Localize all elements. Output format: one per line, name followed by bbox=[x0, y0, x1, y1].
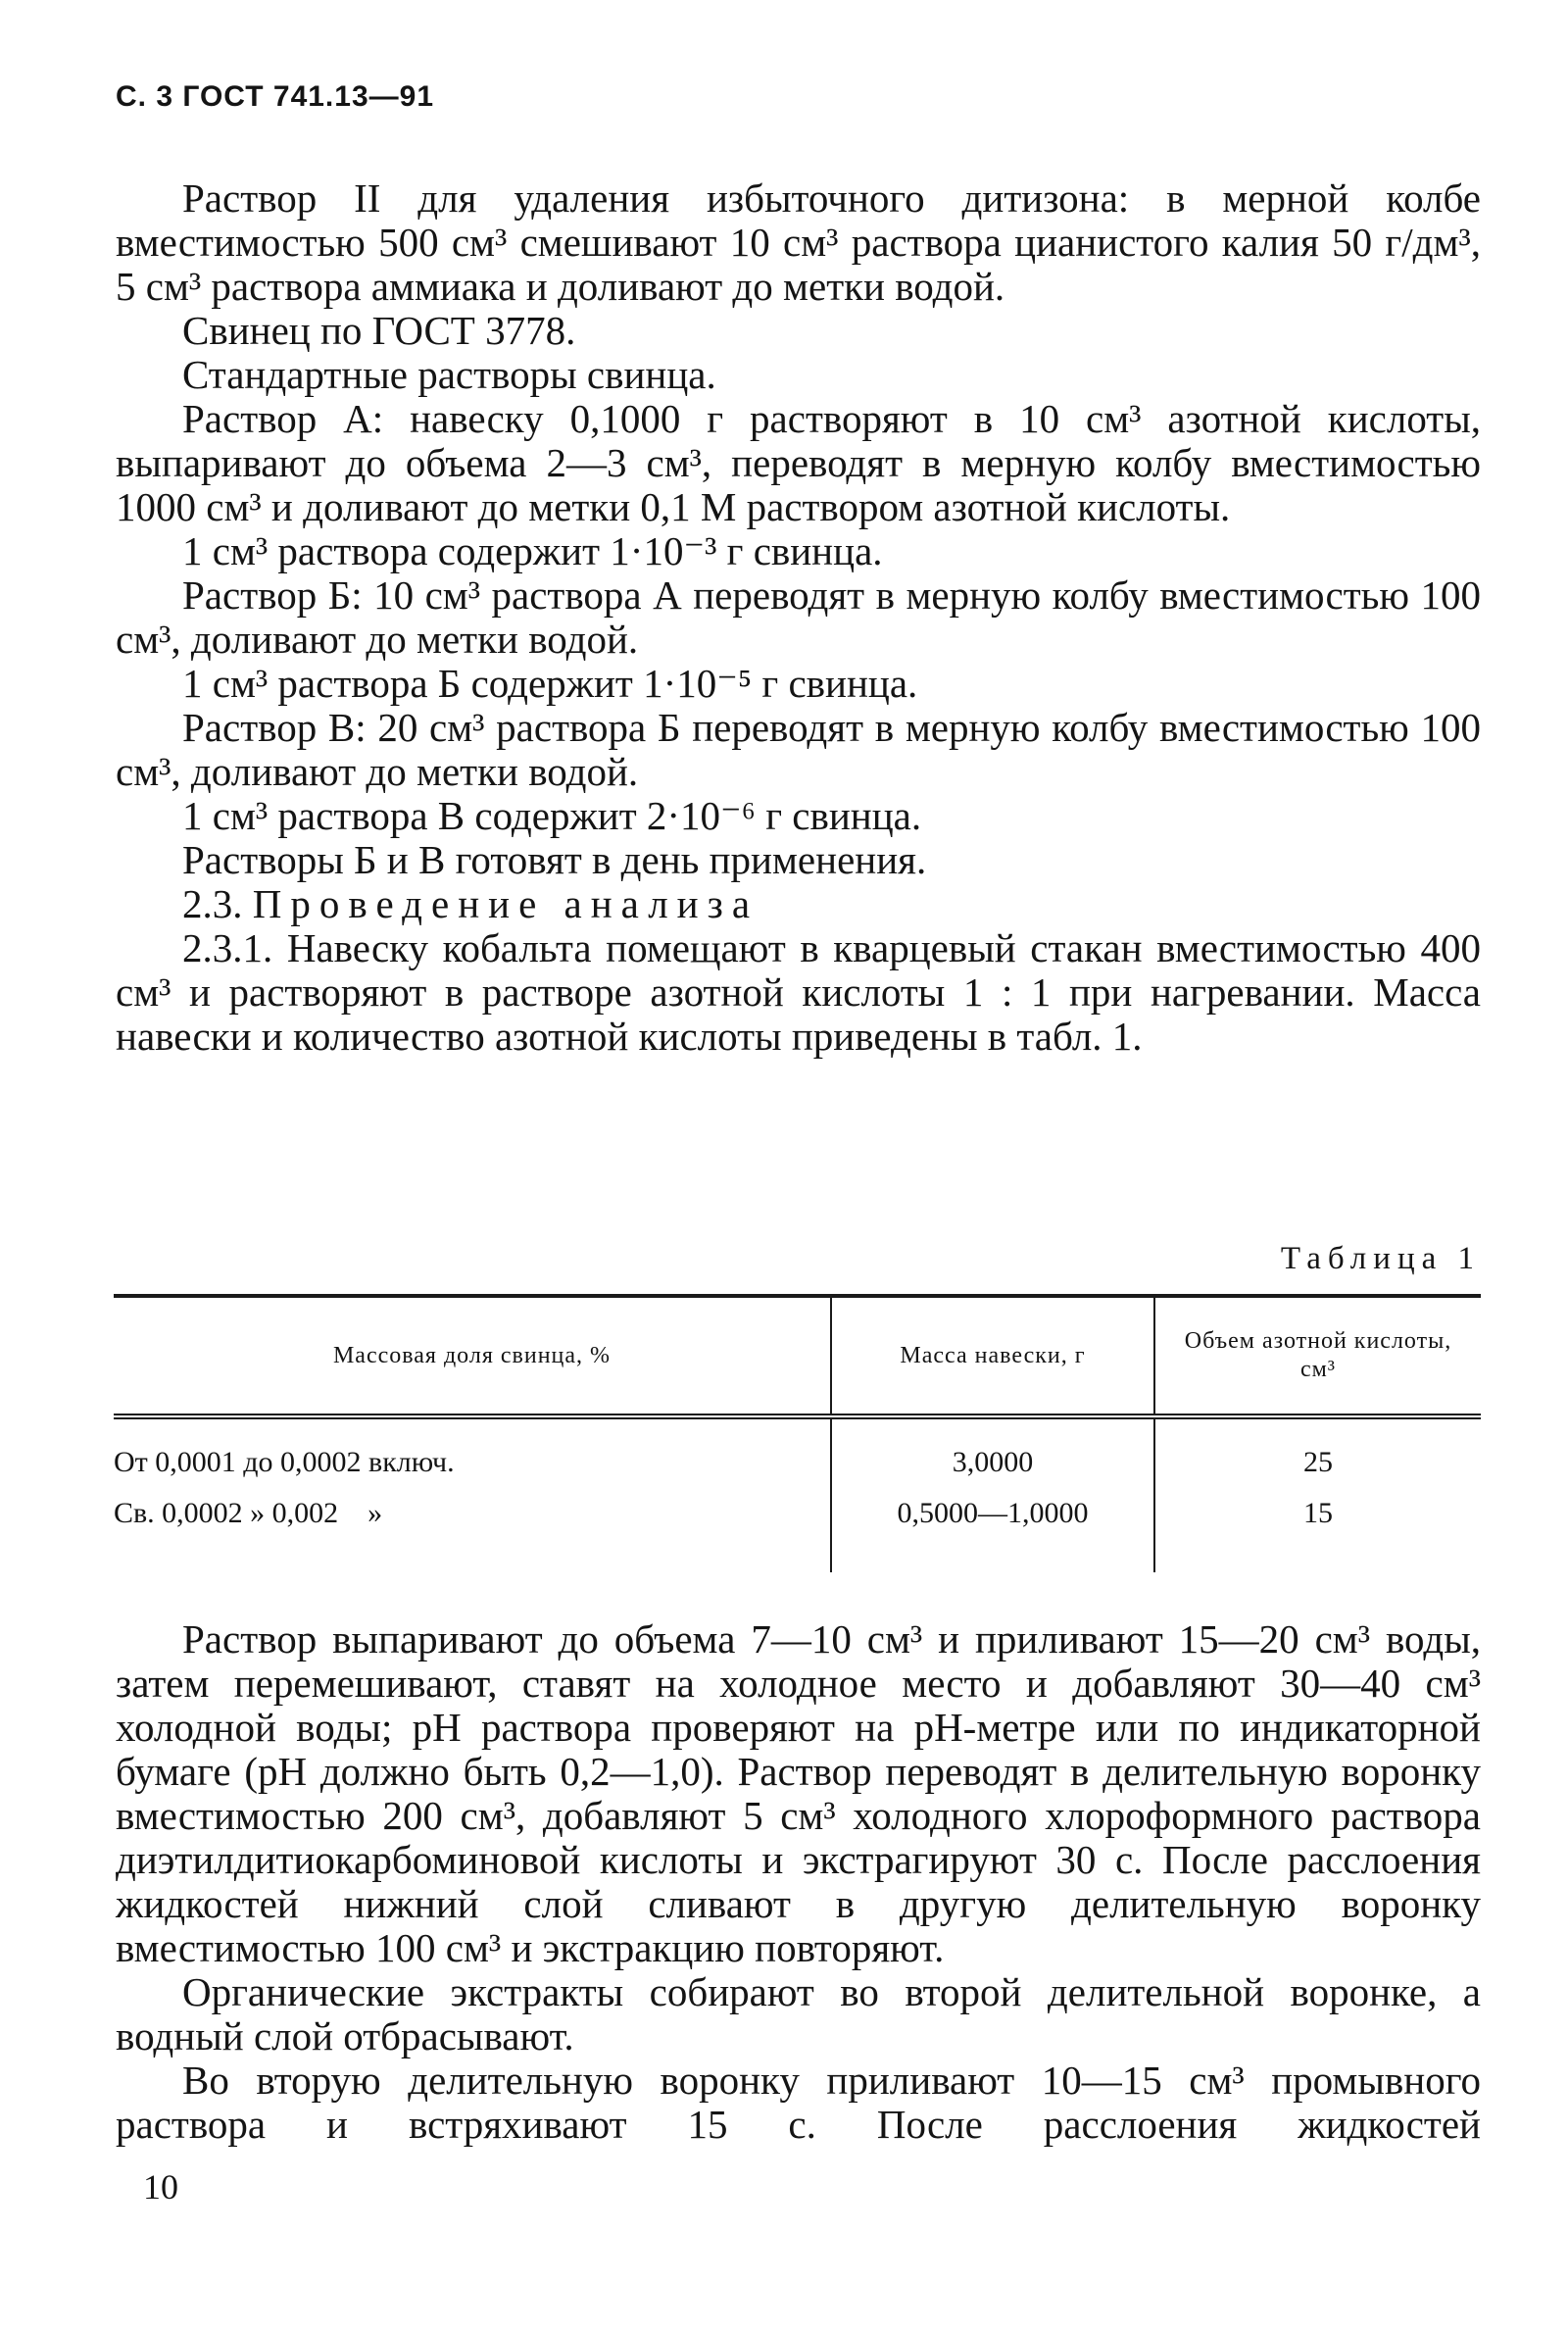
paragraph: Органические экстракты собирают во второй делительной воронке, а водный слой отбрасывают. bbox=[116, 1969, 1481, 2059]
section-title: Проведение анализа bbox=[252, 881, 760, 926]
text-block-reagents bbox=[116, 176, 1481, 1059]
cell-lead-fraction: Св. 0,0002 » 0,002 » bbox=[114, 1497, 383, 1529]
table-1 bbox=[114, 1294, 1481, 1572]
page-number: 10 bbox=[143, 2167, 178, 2207]
cell-sample-mass: 0,5000—1,0000 bbox=[831, 1489, 1154, 1572]
header-acid-volume: Объем азотной кислоты, см³ bbox=[1154, 1296, 1481, 1416]
section-heading bbox=[116, 882, 1481, 926]
paragraph: Раствор выпаривают до объема 7—10 см³ и приливают 15—20 см³ воды, затем перемешивают, ставят на холодное место и добавляют 30—40 см³ холодной воды; pH раствора проверяют на pH-метре или по индикаторной бумаге (pH должно быть 0,2—1,0). Раствор переводят в делительную воронку вместимостью 200 см³, добавляют 5 см³ холодного хлороформного раствора диэтилдитиокарбоминовой кислоты и экстрагируют 30 с. После расслоения жидкостей нижний слой сливают в другую делительную воронку вместимостью 100 см³ и экстракцию повторяют. bbox=[116, 1616, 1481, 1970]
paragraph: Раствор В: 20 см³ раствора Б переводят в мерную колбу вместимостью 100 см³, доливают до метки водой. bbox=[116, 705, 1481, 794]
header-lead-fraction: Массовая доля свинца, % bbox=[114, 1296, 831, 1416]
table-row bbox=[114, 1489, 1481, 1572]
paragraph: Растворы Б и В готовят в день применения. bbox=[182, 837, 927, 882]
cell-acid-volume: 15 bbox=[1303, 1497, 1333, 1529]
paragraph: Раствор Б: 10 см³ раствора А переводят в мерную колбу вместимостью 100 см³, доливают до метки водой. bbox=[116, 572, 1481, 662]
text-block-procedure bbox=[116, 1617, 1481, 2147]
table-caption: Таблица 1 bbox=[1280, 1241, 1481, 1276]
paragraph: Раствор А: навеску 0,1000 г растворяют в 10 см³ азотной кислоты, выпаривают до объема 2—3 см³, переводят в мерную колбу вместимостью 1000 см³ и доливают до метки 0,1 М раствором азотной кислоты. bbox=[116, 396, 1481, 529]
page-header: С. 3 ГОСТ 741.13—91 bbox=[116, 80, 435, 113]
section-number: 2.3. bbox=[182, 881, 243, 926]
cell-sample-mass: 3,0000 bbox=[831, 1416, 1154, 1489]
paragraph: 1 см³ раствора В содержит 2·10⁻⁶ г свинца. bbox=[182, 793, 922, 838]
paragraph: Раствор II для удаления избыточного дитизона: в мерной колбе вместимостью 500 см³ смешивают 10 см³ раствора цианистого калия 50 г/дм³, 5 см³ раствора аммиака и доливают до метки водой. bbox=[116, 175, 1481, 309]
paragraph: 1 см³ раствора Б содержит 1·10⁻⁵ г свинца. bbox=[182, 661, 918, 706]
table-header-row bbox=[114, 1296, 1481, 1416]
paragraph: Свинец по ГОСТ 3778. bbox=[182, 308, 576, 353]
paragraph: Стандартные растворы свинца. bbox=[182, 352, 716, 397]
header-sample-mass: Масса навески, г bbox=[831, 1296, 1154, 1416]
cell-acid-volume: 25 bbox=[1303, 1446, 1333, 1478]
cell-lead-fraction: От 0,0001 до 0,0002 включ. bbox=[114, 1446, 455, 1478]
paragraph-2-3-1: 2.3.1. Навеску кобальта помещают в кварцевый стакан вместимостью 400 см³ и растворяют в растворе азотной кислоты 1 : 1 при нагревании. Масса навески и количество азотной кислоты приведены в табл. 1. bbox=[116, 925, 1481, 1059]
paragraph: Во вторую делительную воронку приливают 10—15 см³ промывного раствора и встряхивают 15 с. После расслоения жидкостей bbox=[116, 2058, 1481, 2147]
table-row bbox=[114, 1416, 1481, 1489]
paragraph: 1 см³ раствора содержит 1·10⁻³ г свинца. bbox=[182, 528, 883, 573]
